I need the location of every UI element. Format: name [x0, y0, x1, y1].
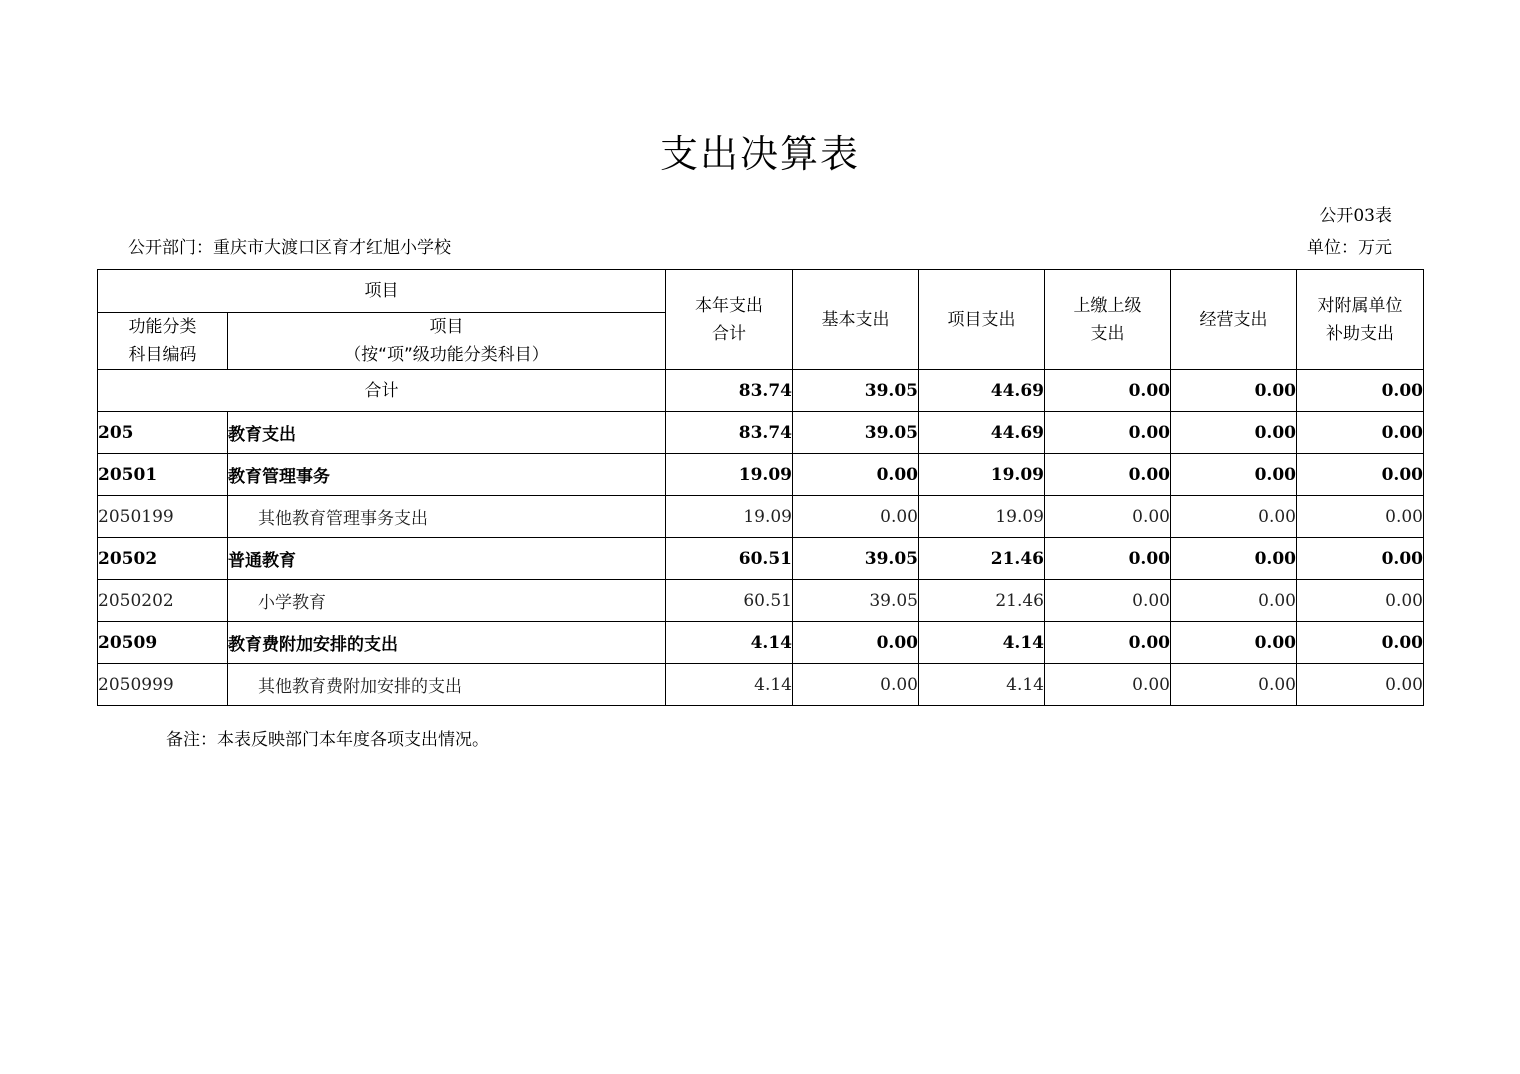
value-cell: 0.00: [1045, 622, 1171, 664]
value-cell: 0.00: [793, 664, 919, 706]
value-cell: 4.14: [666, 664, 793, 706]
value-cell: 0.00: [1297, 496, 1424, 538]
code-cell: 2050999: [98, 664, 228, 706]
value-cell: 19.09: [919, 454, 1045, 496]
value-cell: 39.05: [793, 412, 919, 454]
table-row: [98, 454, 1424, 496]
name-cell: 普通教育: [228, 538, 666, 580]
header-name: [228, 313, 666, 370]
code-cell: 205: [98, 412, 228, 454]
value-cell: 44.69: [919, 412, 1045, 454]
header-total: [666, 270, 793, 370]
total-cell: 83.74: [666, 370, 793, 412]
total-row: [98, 370, 1424, 412]
header-item: 项目支出: [919, 270, 1045, 370]
header-basic: 基本支出: [793, 270, 919, 370]
total-cell: 0.00: [1297, 370, 1424, 412]
value-cell: 0.00: [793, 622, 919, 664]
code-cell: 20501: [98, 454, 228, 496]
value-cell: 0.00: [1297, 622, 1424, 664]
value-cell: 0.00: [1171, 580, 1297, 622]
table-row: [98, 580, 1424, 622]
department-label: 公开部门：重庆市大渡口区育才红旭小学校: [128, 238, 451, 258]
value-cell: 60.51: [666, 580, 793, 622]
value-cell: 19.09: [666, 496, 793, 538]
value-cell: 39.05: [793, 538, 919, 580]
value-cell: 0.00: [1171, 496, 1297, 538]
total-cell: 39.05: [793, 370, 919, 412]
header-subsidy-line2: 补助支出: [1326, 323, 1394, 344]
page-title: 支出决算表: [659, 132, 860, 176]
table-row: [98, 664, 1424, 706]
value-cell: 0.00: [1171, 454, 1297, 496]
value-cell: 0.00: [793, 454, 919, 496]
header-upper-line2: 支出: [1090, 323, 1125, 344]
header-code: [98, 313, 228, 370]
header-upper: [1045, 270, 1171, 370]
value-cell: 0.00: [1045, 454, 1171, 496]
name-cell: 其他教育管理事务支出: [228, 496, 666, 538]
expenditure-table: [97, 269, 1424, 706]
value-cell: 4.14: [919, 622, 1045, 664]
header-upper-line1: 上缴上级: [1073, 295, 1142, 316]
name-cell: 教育支出: [228, 412, 666, 454]
value-cell: 39.05: [793, 580, 919, 622]
value-cell: 0.00: [1297, 538, 1424, 580]
header-business: 经营支出: [1171, 270, 1297, 370]
code-cell: 20509: [98, 622, 228, 664]
value-cell: 0.00: [1297, 580, 1424, 622]
total-cell: 0.00: [1171, 370, 1297, 412]
value-cell: 0.00: [1171, 538, 1297, 580]
header-name-line2: （按“项”级功能分类科目）: [344, 345, 549, 365]
value-cell: 0.00: [1045, 538, 1171, 580]
header-total-line1: 本年支出: [695, 295, 763, 316]
value-cell: 0.00: [1045, 580, 1171, 622]
name-cell: 教育费附加安排的支出: [228, 622, 666, 664]
value-cell: 0.00: [1171, 412, 1297, 454]
value-cell: 0.00: [1045, 412, 1171, 454]
header-project: 项目: [98, 270, 666, 313]
header-name-line1: 项目: [429, 317, 464, 337]
name-cell: 教育管理事务: [228, 454, 666, 496]
header-subsidy-line1: 对附属单位: [1317, 295, 1403, 316]
value-cell: 21.46: [919, 580, 1045, 622]
value-cell: 0.00: [1045, 664, 1171, 706]
form-number: 公开03表: [1319, 206, 1392, 226]
name-cell: 其他教育费附加安排的支出: [228, 664, 666, 706]
table-row: [98, 538, 1424, 580]
value-cell: 19.09: [919, 496, 1045, 538]
code-cell: 2050202: [98, 580, 228, 622]
value-cell: 21.46: [919, 538, 1045, 580]
total-cell: 44.69: [919, 370, 1045, 412]
header-code-line1: 功能分类: [128, 317, 197, 337]
value-cell: 0.00: [1045, 496, 1171, 538]
header-code-line2: 科目编码: [128, 345, 197, 365]
value-cell: 4.14: [666, 622, 793, 664]
value-cell: 0.00: [793, 496, 919, 538]
total-label: 合计: [98, 370, 666, 412]
value-cell: 0.00: [1297, 454, 1424, 496]
name-cell: 小学教育: [228, 580, 666, 622]
value-cell: 4.14: [919, 664, 1045, 706]
header-subsidy: [1297, 270, 1424, 370]
total-cell: 0.00: [1045, 370, 1171, 412]
code-cell: 2050199: [98, 496, 228, 538]
value-cell: 0.00: [1171, 664, 1297, 706]
table-row: [98, 622, 1424, 664]
value-cell: 19.09: [666, 454, 793, 496]
table-row: [98, 496, 1424, 538]
code-cell: 20502: [98, 538, 228, 580]
value-cell: 0.00: [1297, 664, 1424, 706]
unit-label: 单位：万元: [1307, 238, 1392, 258]
value-cell: 83.74: [666, 412, 793, 454]
value-cell: 0.00: [1297, 412, 1424, 454]
header-total-line2: 合计: [712, 323, 746, 344]
table-row: [98, 412, 1424, 454]
value-cell: 60.51: [666, 538, 793, 580]
value-cell: 0.00: [1171, 622, 1297, 664]
footnote: 备注：本表反映部门本年度各项支出情况。: [166, 730, 489, 750]
